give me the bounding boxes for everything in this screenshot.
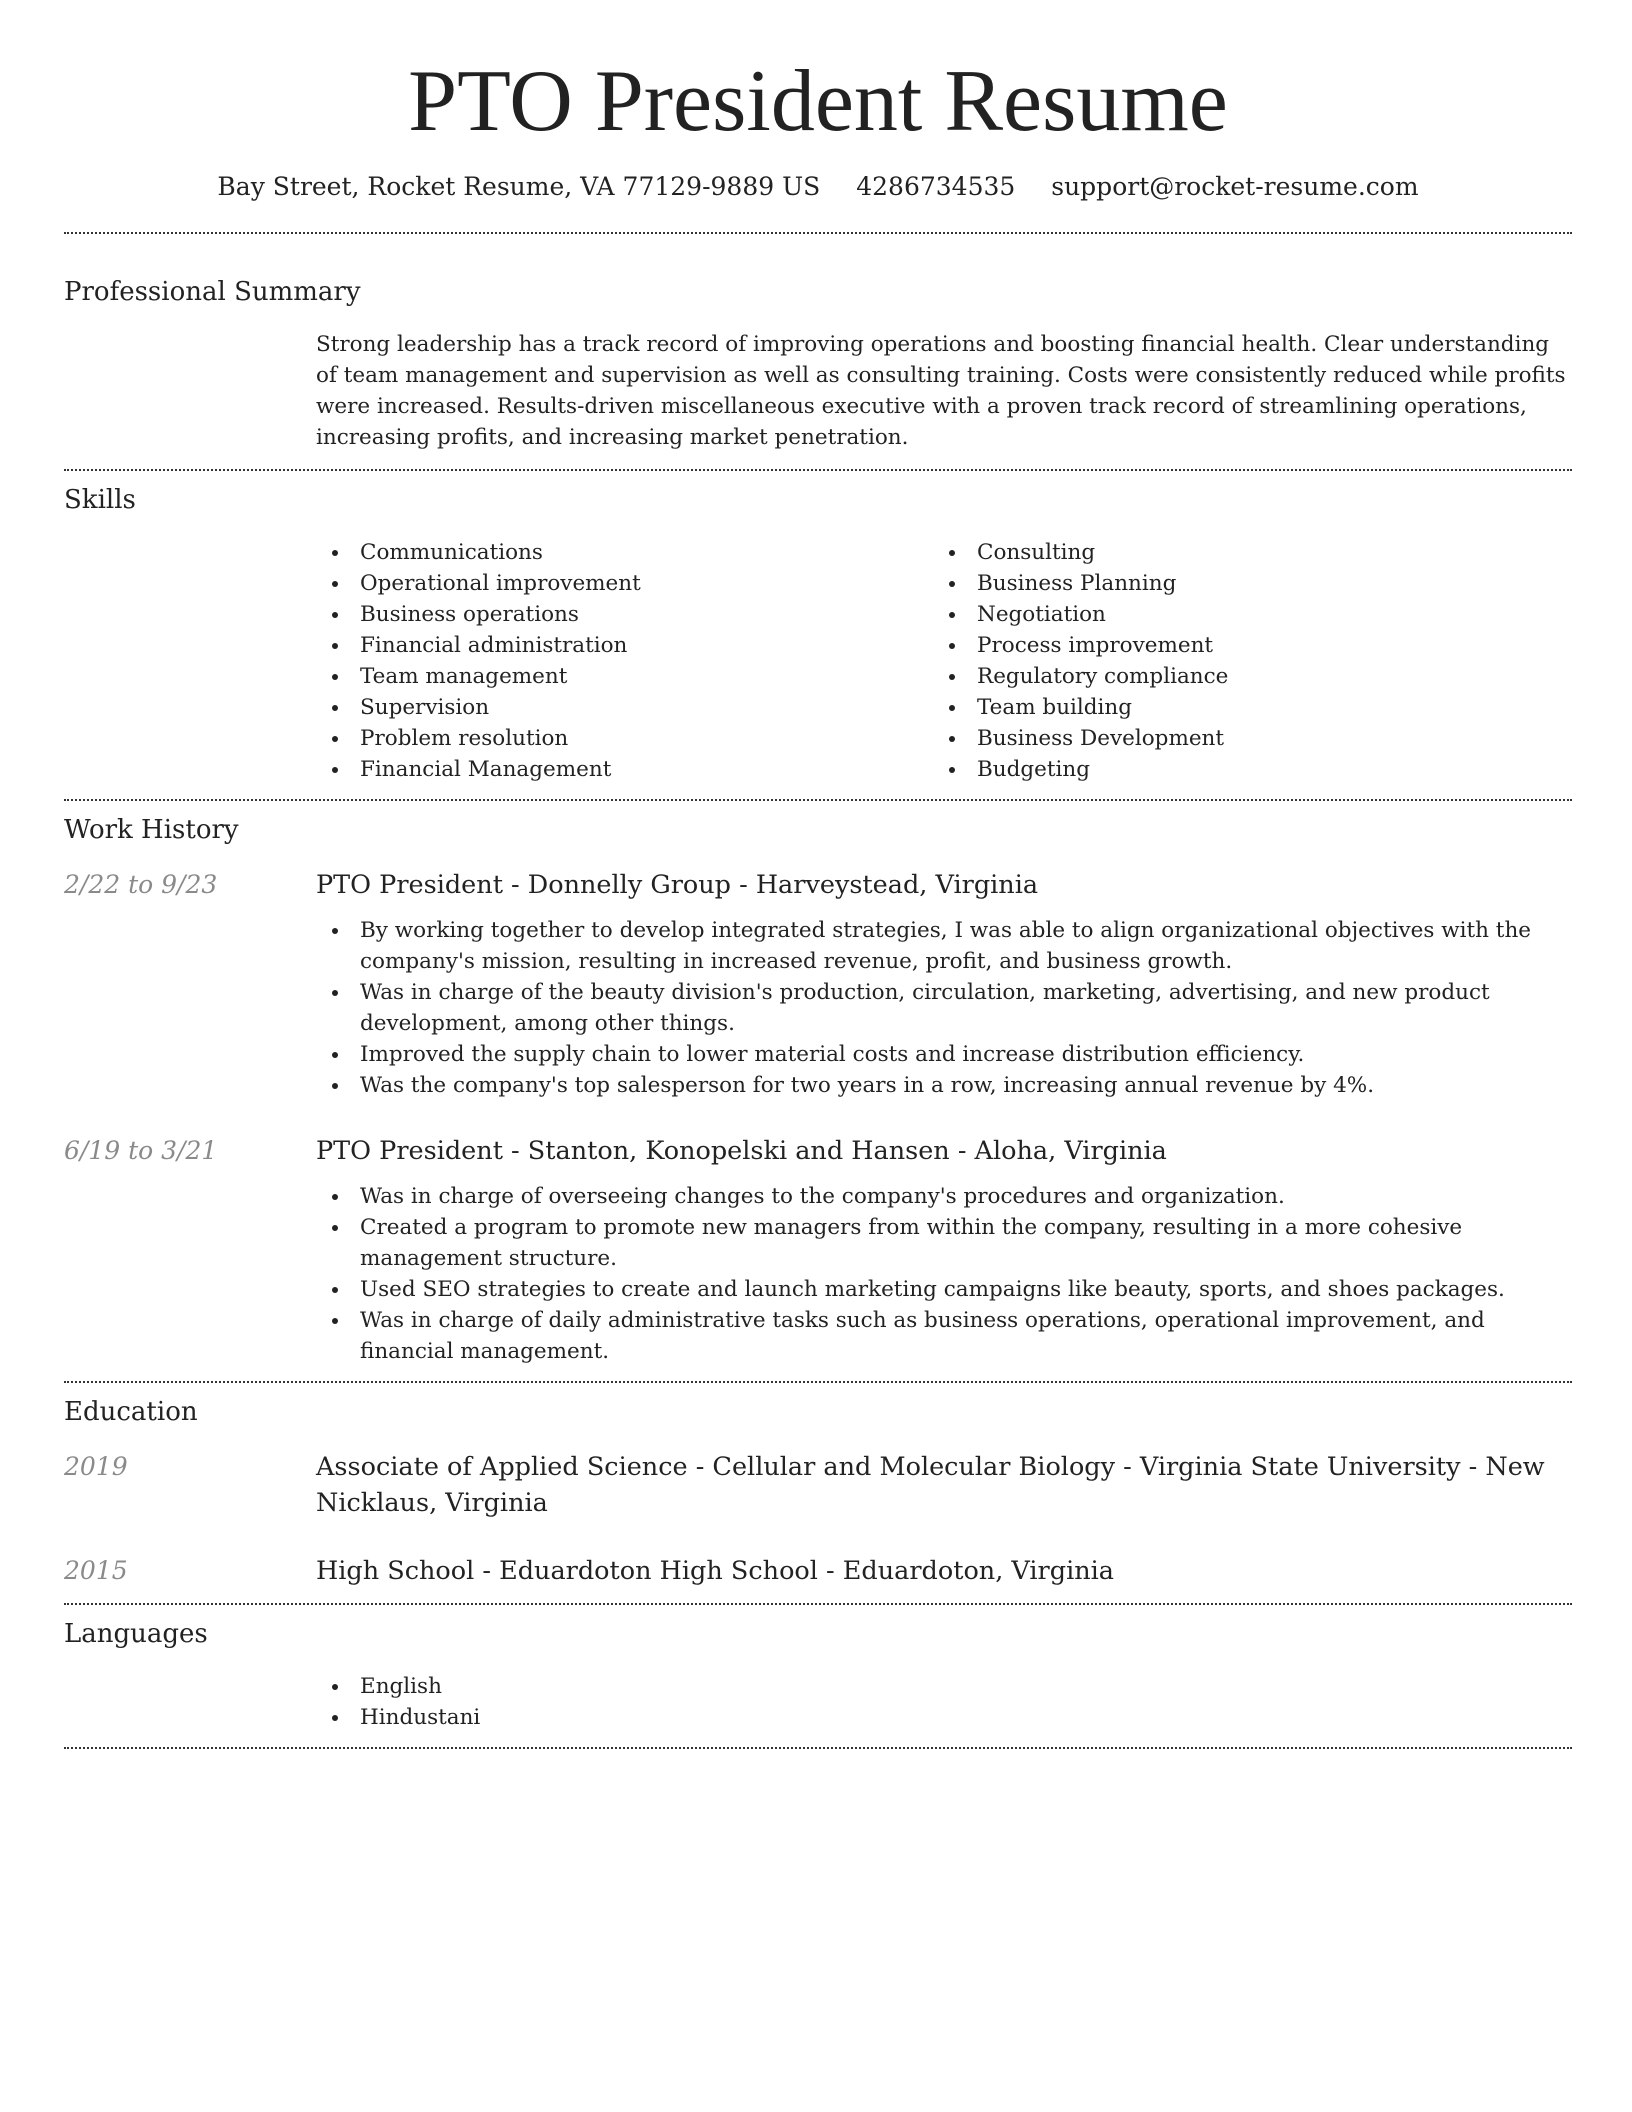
work-entry-title: PTO President - Stanton, Konopelski and Hansen - Aloha, Virginia bbox=[316, 1136, 1167, 1166]
contact-phone: 4286734535 bbox=[856, 172, 1016, 201]
divider bbox=[64, 1603, 1572, 1605]
work-bullet: By working together to develop integrated strategies, I was able to align organizational objectives with the company's mission, resulting in increased revenue, profit, and business growth. bbox=[316, 915, 1572, 977]
work-entry bbox=[64, 1133, 1572, 1367]
skills-section bbox=[64, 483, 1572, 785]
skill-item: Team building bbox=[933, 692, 1550, 723]
section-title-summary: Professional Summary bbox=[64, 277, 361, 307]
divider bbox=[64, 1747, 1572, 1749]
resume-header bbox=[64, 0, 1572, 204]
skill-item: Team management bbox=[316, 661, 933, 692]
work-entry-body bbox=[316, 915, 1572, 1101]
skill-item: Consulting bbox=[933, 537, 1550, 568]
work-entry-header bbox=[64, 1133, 1572, 1169]
work-bullets bbox=[316, 915, 1572, 1101]
work-bullet: Was in charge of daily administrative tasks such as business operations, operational improvement, and financial management. bbox=[316, 1305, 1572, 1367]
skill-item: Business Development bbox=[933, 723, 1550, 754]
skill-item: Business operations bbox=[316, 599, 933, 630]
resume-title: PTO President Resume bbox=[408, 53, 1228, 150]
work-bullet: Improved the supply chain to lower material costs and increase distribution efficiency. bbox=[316, 1039, 1572, 1070]
divider bbox=[64, 232, 1572, 234]
skill-item: Communications bbox=[316, 537, 933, 568]
work-entry bbox=[64, 867, 1572, 1101]
work-entry-body bbox=[316, 1181, 1572, 1367]
work-bullet: Was the company's top salesperson for two years in a row, increasing annual revenue by 4%. bbox=[316, 1070, 1572, 1101]
section-title-work: Work History bbox=[64, 815, 239, 845]
work-entry-header bbox=[64, 867, 1572, 903]
section-title-education: Education bbox=[64, 1397, 198, 1427]
education-title: High School - Eduardoton High School - Eduardoton, Virginia bbox=[316, 1556, 1115, 1586]
skills-list-left bbox=[316, 537, 933, 785]
education-title: Associate of Applied Science - Cellular and Molecular Biology - Virginia State University - New Nicklaus, Virginia bbox=[316, 1452, 1545, 1518]
contact-address: Bay Street, Rocket Resume, VA 77129-9889 US bbox=[217, 172, 821, 201]
education-section bbox=[64, 1395, 1572, 1589]
skill-item: Business Planning bbox=[933, 568, 1550, 599]
work-entry-title: PTO President - Donnelly Group - Harveystead, Virginia bbox=[316, 870, 1039, 900]
section-title-languages: Languages bbox=[64, 1619, 208, 1649]
summary-text: Strong leadership has a track record of improving operations and boosting financial health. Clear understanding of team management and supervision as well as consulting training. Costs were consistently reduced while profits were increased. Results-driven miscellaneous executive with a proven track record of streamlining operations, increasing profits, and increasing market penetration. bbox=[316, 332, 1566, 450]
skill-item: Financial administration bbox=[316, 630, 933, 661]
work-bullets bbox=[316, 1181, 1572, 1367]
skill-item: Budgeting bbox=[933, 754, 1550, 785]
skill-item: Negotiation bbox=[933, 599, 1550, 630]
skill-item: Supervision bbox=[316, 692, 933, 723]
divider bbox=[64, 469, 1572, 471]
work-entry-date: 6/19 to 3/21 bbox=[64, 1136, 218, 1165]
summary-section bbox=[64, 275, 1572, 453]
skill-item: Problem resolution bbox=[316, 723, 933, 754]
skills-list-right bbox=[933, 537, 1550, 785]
resume-page bbox=[64, 0, 1572, 1749]
skills-grid bbox=[316, 537, 1572, 785]
contact-line bbox=[64, 170, 1572, 204]
skill-item: Regulatory compliance bbox=[933, 661, 1550, 692]
languages-list bbox=[316, 1671, 1572, 1733]
skill-item: Process improvement bbox=[933, 630, 1550, 661]
languages-section bbox=[64, 1617, 1572, 1733]
section-title-skills: Skills bbox=[64, 485, 136, 515]
contact-email: support@rocket-resume.com bbox=[1051, 172, 1419, 201]
education-date: 2015 bbox=[64, 1556, 128, 1585]
work-entry-date: 2/22 to 9/23 bbox=[64, 870, 218, 899]
divider bbox=[64, 1381, 1572, 1383]
education-entry bbox=[64, 1449, 1572, 1521]
work-bullet: Was in charge of the beauty division's production, circulation, marketing, advertising, and new product development, among other things. bbox=[316, 977, 1572, 1039]
work-bullet: Was in charge of overseeing changes to the company's procedures and organization. bbox=[316, 1181, 1572, 1212]
work-bullet: Used SEO strategies to create and launch marketing campaigns like beauty, sports, and shoes packages. bbox=[316, 1274, 1572, 1305]
language-item: English bbox=[316, 1671, 1572, 1702]
education-date: 2019 bbox=[64, 1452, 128, 1481]
skill-item: Operational improvement bbox=[316, 568, 933, 599]
languages-body bbox=[316, 1671, 1572, 1733]
skill-item: Financial Management bbox=[316, 754, 933, 785]
work-section bbox=[64, 813, 1572, 1367]
divider bbox=[64, 799, 1572, 801]
work-bullet: Created a program to promote new managers from within the company, resulting in a more cohesive management structure. bbox=[316, 1212, 1572, 1274]
education-entry bbox=[64, 1553, 1572, 1589]
language-item: Hindustani bbox=[316, 1702, 1572, 1733]
